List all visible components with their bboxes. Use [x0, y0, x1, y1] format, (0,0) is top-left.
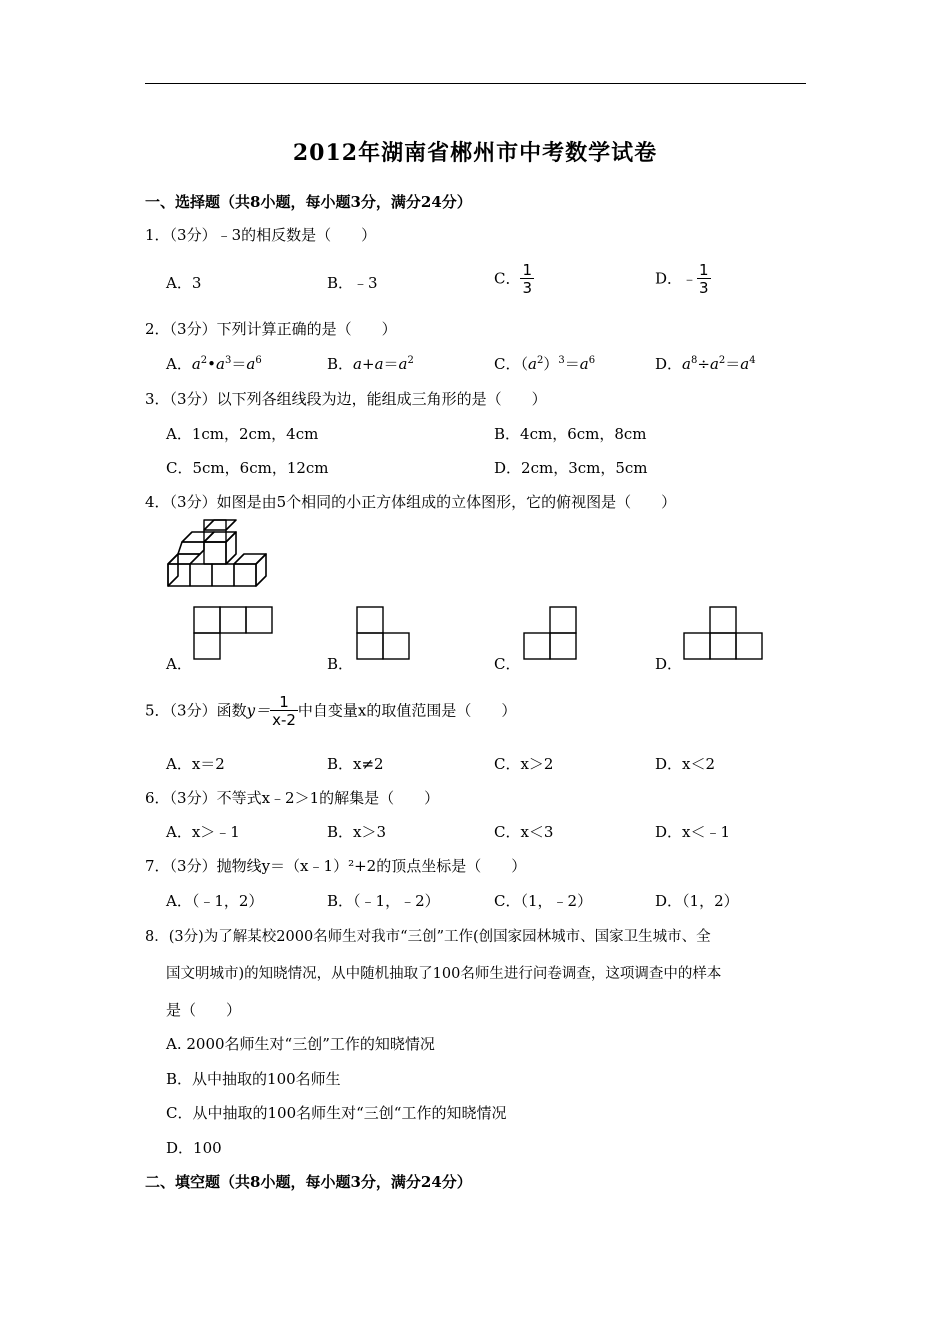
fraction-denominator: 3: [699, 279, 709, 297]
top-rule: [145, 83, 806, 84]
question-1-stem: 1．（3分）﹣3的相反数是（ ）: [145, 226, 377, 244]
q4-option-b: B．: [327, 655, 354, 673]
q5-stem-suffix: 中自变量x的取值范围是（ ）: [297, 701, 517, 720]
q1-option-d-label: D．﹣: [655, 269, 698, 288]
q5-stem-prefix: 5．（3分）函数: [145, 701, 247, 720]
q7-option-d: D．（1，2）: [655, 892, 739, 910]
q3-option-b: B．4cm，6cm，8cm: [494, 425, 647, 443]
q4-option-d-figure: [683, 606, 765, 660]
question-8-line-1: 8．(3分)为了解某校2000名师生对我市“三创”工作(创国家园林城市、国家卫生城市、全: [145, 929, 711, 945]
question-7-stem: 7．（3分）抛物线y＝（x﹣1）²+2的顶点坐标是（ ）: [145, 857, 527, 875]
question-8-line-3: 是（ ）: [166, 1001, 242, 1019]
q5-option-b: B．x≠2: [327, 755, 384, 773]
section-heading-fill-in: 二、填空题（共8小题，每小题3分，满分24分）: [145, 1173, 472, 1191]
q7-option-a: A．（﹣1，2）: [166, 892, 264, 910]
q6-option-c: C．x＜3: [494, 823, 554, 841]
question-6-stem: 6．（3分）不等式x﹣2＞1的解集是（ ）: [145, 789, 440, 807]
fraction-denominator: 3: [522, 279, 533, 297]
fraction-denominator: x-2: [272, 711, 296, 729]
q5-option-a: A．x＝2: [166, 755, 225, 773]
q4-option-c: C．: [494, 655, 521, 673]
q7-option-b: B．（﹣1，﹣2）: [327, 892, 440, 910]
q2-option-c: C．$(a^2)^3=a^6$: [494, 355, 596, 373]
q8-option-a: A. 2000名师生对“三创”工作的知晓情况: [166, 1035, 435, 1053]
q4-option-d: D．: [655, 655, 683, 673]
q1-option-a: A．3: [166, 274, 202, 292]
q1-option-d: [655, 262, 711, 297]
fraction-numerator: 1: [699, 261, 709, 279]
q2-option-d: D．$a^8\div a^2=a^4$: [655, 355, 756, 373]
cube-solid-figure: [162, 518, 274, 588]
q3-option-a: A．1cm，2cm，4cm: [166, 425, 319, 443]
q4-option-c-figure: [523, 606, 579, 660]
q1-option-d-fraction: [697, 262, 711, 297]
question-5-stem: [145, 694, 516, 729]
q8-option-c: C．从中抽取的100名师生对“三创“工作的知晓情况: [166, 1104, 507, 1122]
section-heading-choice: 一、选择题（共8小题，每小题3分，满分24分）: [145, 193, 472, 211]
q1-option-c-label: C．: [494, 269, 521, 288]
q3-option-d: D．2cm，3cm，5cm: [494, 459, 648, 477]
q2-option-b: B．$a+a=a^2$: [327, 355, 414, 373]
q8-option-b: B．从中抽取的100名师生: [166, 1070, 341, 1088]
q2-option-a: A．$a^2•a^3=a^6$: [166, 355, 262, 373]
q4-option-a-figure: [193, 606, 275, 660]
fraction-numerator: 1: [279, 693, 289, 711]
q5-option-c: C．x＞2: [494, 755, 554, 773]
q1-option-b: B．﹣3: [327, 274, 378, 292]
q8-option-d: D．100: [166, 1139, 222, 1157]
q4-option-b-figure: [356, 606, 412, 660]
q2-option-b-label: B．: [327, 355, 354, 373]
q6-option-b: B．x＞3: [327, 823, 387, 841]
page-title: 2012年湖南省郴州市中考数学试卷: [292, 140, 658, 166]
question-3-stem: 3．（3分）以下列各组线段为边，能组成三角形的是（ ）: [145, 390, 547, 408]
question-2-stem: 2．（3分）下列计算正确的是（ ）: [145, 320, 397, 338]
q5-option-d: D．x＜2: [655, 755, 716, 773]
question-8-line-2: 国文明城市)的知晓情况，从中随机抽取了100名师生进行问卷调查，这项调查中的样本: [166, 966, 722, 982]
fraction-numerator: 1: [522, 261, 533, 279]
q4-option-a: A．: [166, 655, 192, 673]
q6-option-a: A．x＞﹣1: [166, 823, 240, 841]
q7-option-c: C．（1，﹣2）: [494, 892, 593, 910]
q6-option-d: D．x＜﹣1: [655, 823, 731, 841]
question-4-stem: 4．（3分）如图是由5个相同的小正方体组成的立体图形，它的俯视图是（ ）: [145, 493, 677, 511]
q1-option-c: [494, 262, 534, 297]
q3-option-c: C．5cm，6cm，12cm: [166, 459, 329, 477]
q5-fraction: [270, 694, 298, 729]
q2-option-c-label: C．: [494, 355, 521, 373]
q5-equation-lhs: y＝: [246, 701, 271, 720]
q1-option-c-fraction: [520, 262, 534, 297]
q2-option-d-label: D．: [655, 355, 683, 373]
q2-option-a-label: A．: [166, 355, 192, 373]
